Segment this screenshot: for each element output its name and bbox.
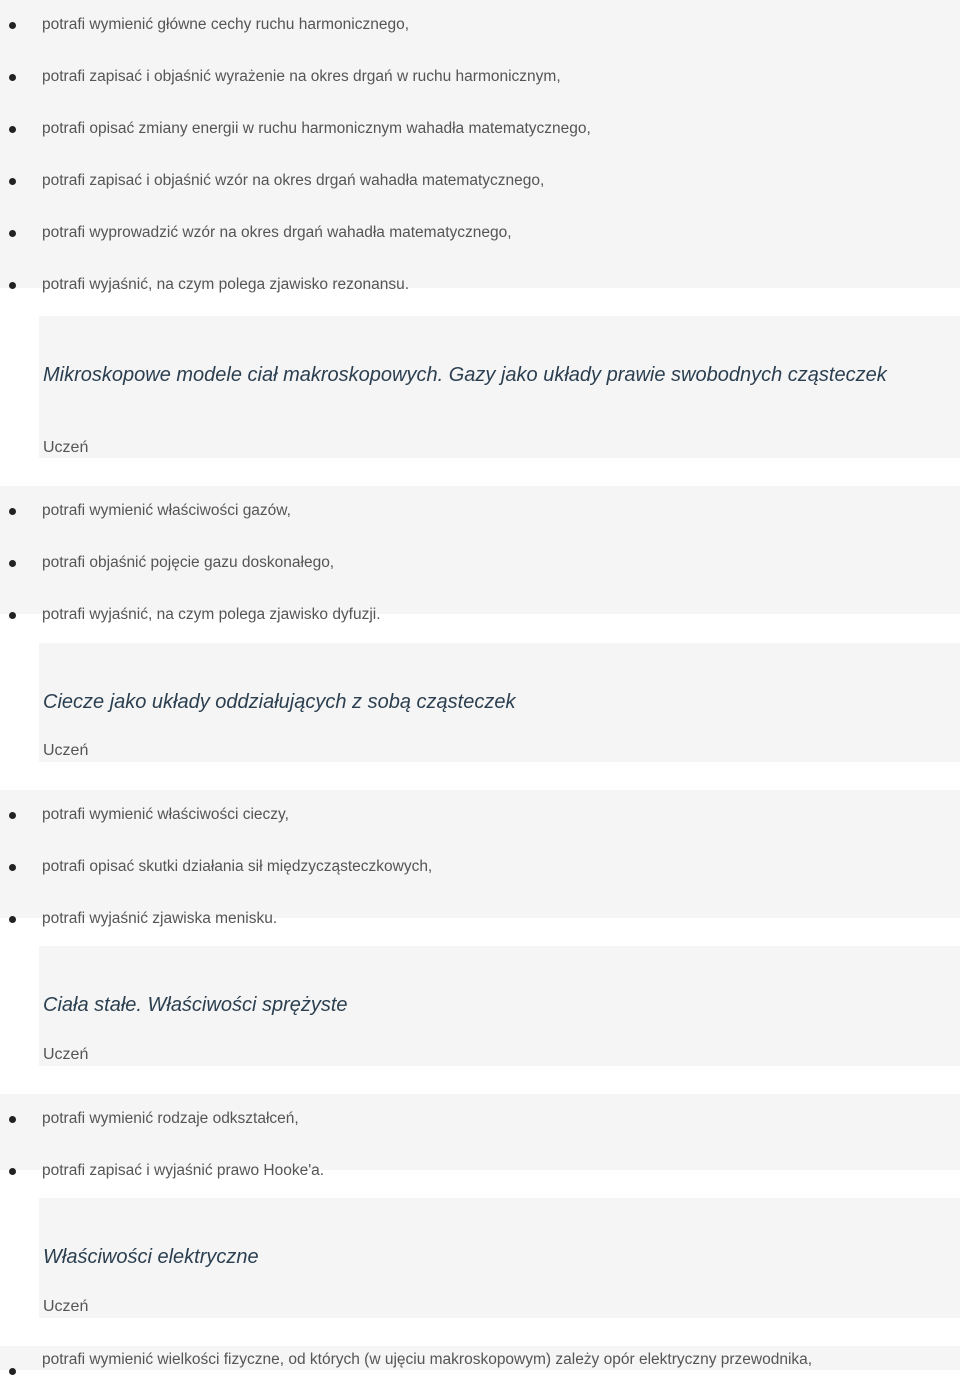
list-item-text: potrafi objaśnić pojęcie gazu doskonałego,: [42, 554, 335, 571]
list-item-text: potrafi opisać zmiany energii w ruchu harmonicznym wahadła matematycznego,: [42, 120, 591, 137]
bullet-icon: [9, 1168, 16, 1175]
section-subtitle: Uczeń: [43, 742, 89, 759]
gases-list: [0, 486, 960, 623]
bullet-icon: [9, 178, 16, 185]
list-item: [0, 1346, 960, 1370]
list-item: [0, 1094, 960, 1146]
list-item: [0, 842, 960, 894]
bullet-icon: [9, 74, 16, 81]
list-item: [0, 1146, 960, 1198]
list-item: [0, 538, 960, 590]
bullet-icon: [9, 612, 16, 619]
section-subtitle: Uczeń: [43, 1298, 89, 1315]
list-item: [0, 790, 960, 842]
electrical-list: [0, 1346, 960, 1370]
bullet-icon: [9, 812, 16, 819]
bullet-icon: [9, 22, 16, 29]
section-title: Ciecze jako układy oddziałujących z sobą cząsteczek: [43, 691, 516, 713]
list-item: [0, 208, 960, 260]
list-item: [0, 52, 960, 104]
bullet-icon: [9, 560, 16, 567]
bullet-icon: [9, 126, 16, 133]
list-item: [0, 260, 960, 312]
list-item-text: potrafi zapisać i wyjaśnić prawo Hooke'a.: [42, 1162, 325, 1179]
list-item: [0, 156, 960, 208]
list-item: [0, 590, 960, 642]
section-title: Mikroskopowe modele ciał makroskopowych. Gazy jako układy prawie swobodnych cząsteczek: [43, 364, 887, 386]
list-item-text: potrafi wymienić właściwości cieczy,: [42, 806, 289, 823]
list-item: [0, 104, 960, 156]
bullet-icon: [9, 282, 16, 289]
list-item: [0, 486, 960, 538]
list-item-text: potrafi wymienić główne cechy ruchu harmonicznego,: [42, 16, 410, 33]
section-subtitle: Uczeń: [43, 439, 89, 456]
list-item-text: potrafi wyjaśnić zjawiska menisku.: [42, 910, 278, 927]
section-header-gases: [39, 316, 960, 458]
list-item-text: potrafi zapisać i objaśnić wyrażenie na okres drgań w ruchu harmonicznym,: [42, 68, 561, 85]
list-item: [0, 0, 960, 52]
bullet-icon: [9, 230, 16, 237]
section-header-electrical: [39, 1198, 960, 1318]
bullet-icon: [9, 508, 16, 515]
list-item-text: potrafi zapisać i objaśnić wzór na okres drgań wahadła matematycznego,: [42, 172, 545, 189]
list-item-text: potrafi wymienić właściwości gazów,: [42, 502, 291, 519]
list-item-text: potrafi wyjaśnić, na czym polega zjawisko rezonansu.: [42, 276, 410, 293]
section-title: Właściwości elektryczne: [43, 1246, 259, 1268]
bullet-icon: [9, 1368, 16, 1375]
section-header-liquids: [39, 643, 960, 762]
list-item-text: potrafi wymienić rodzaje odkształceń,: [42, 1110, 299, 1127]
bullet-icon: [9, 916, 16, 923]
harmonic-motion-list: [0, 0, 960, 293]
list-item: [0, 894, 960, 946]
bullet-icon: [9, 1116, 16, 1123]
list-item-text: potrafi wyprowadzić wzór na okres drgań wahadła matematycznego,: [42, 224, 512, 241]
list-item-text: potrafi wyjaśnić, na czym polega zjawisko dyfuzji.: [42, 606, 381, 623]
bullet-icon: [9, 864, 16, 871]
section-header-solids: [39, 946, 960, 1066]
liquids-list: [0, 790, 960, 927]
solids-list: [0, 1094, 960, 1179]
section-title: Ciała stałe. Właściwości sprężyste: [43, 994, 348, 1016]
list-item-text: potrafi opisać skutki działania sił międzycząsteczkowych,: [42, 858, 433, 875]
section-subtitle: Uczeń: [43, 1046, 89, 1063]
list-item-text: potrafi wymienić wielkości fizyczne, od których (w ujęciu makroskopowym) zależy opór elektryczny przewodnika,: [42, 1351, 813, 1368]
